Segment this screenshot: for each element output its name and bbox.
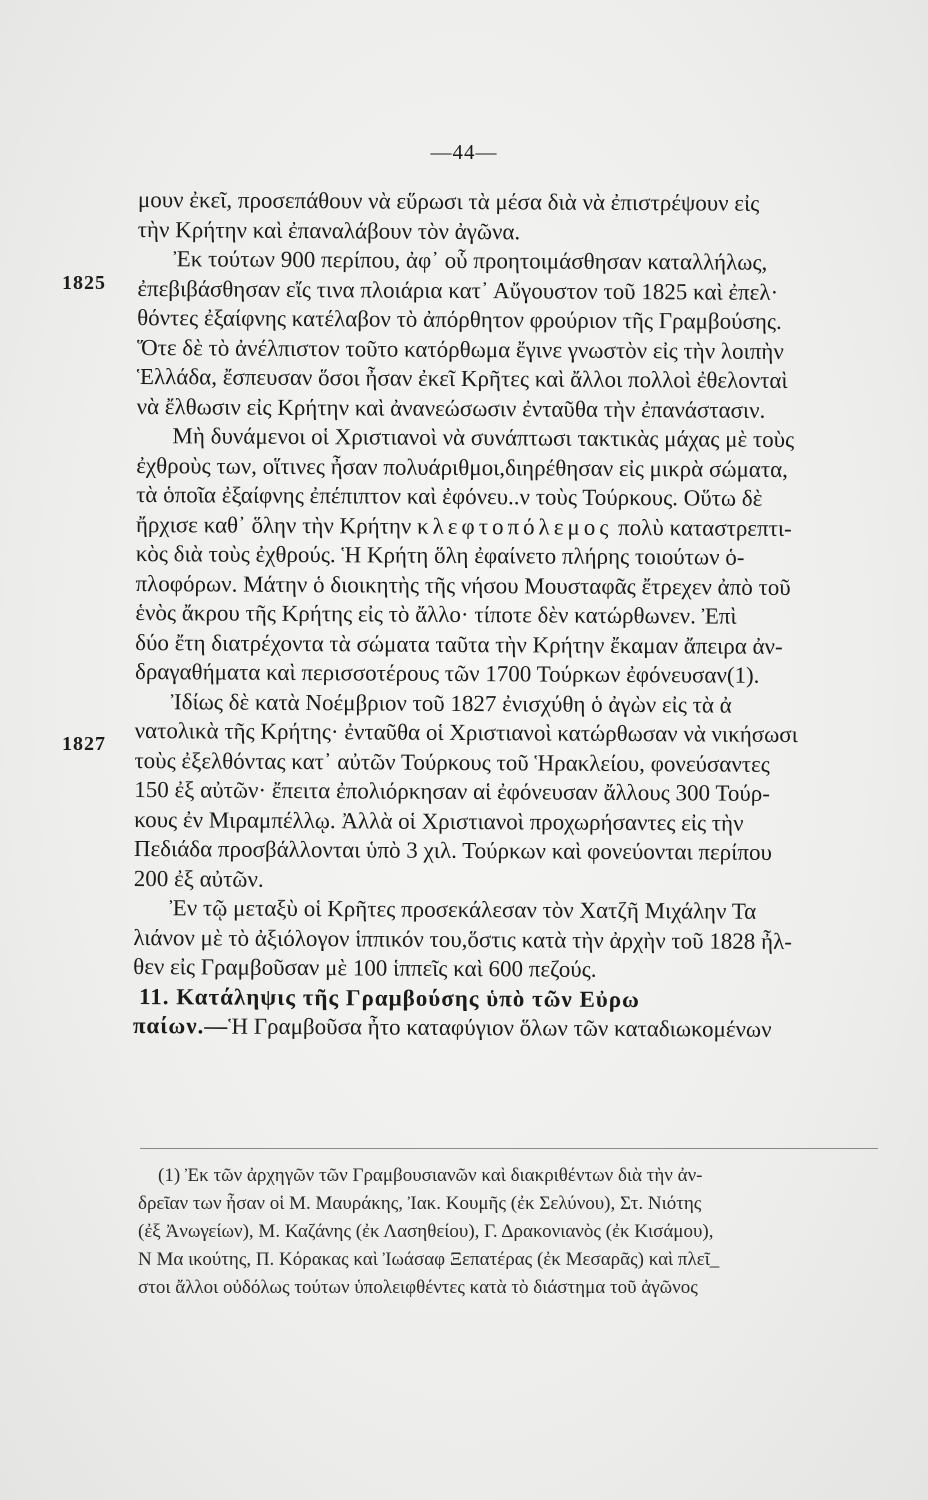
page-number: —44— — [430, 140, 498, 164]
text-line: νατολικὰ τῆς Κρήτης· ἐνταῦθα οἱ Χριστιανοὶ κατώρθωσαν νὰ νικήσωσι — [134, 717, 798, 748]
text-line: τὰ ὁποῖα ἐξαίφνης ἐπέπιπτον καὶ ἐφόνευ..ν τοὺς Τούρκους. Οὕτω δὲ — [136, 481, 763, 511]
text-line: Ἐν τῷ μεταξὺ οἱ Κρῆτες προσεκάλεσαν τὸν Χατζῆ Μιχάλην Τα — [169, 895, 757, 924]
text-line: Ὅτε δὲ τὸ ἀνέλπιστον τοῦτο κατόρθωμα ἔγινε γνωστὸν εἰς τὴν λοιπὴν — [136, 334, 784, 364]
text-line: δραγαθήματα καὶ περισσοτέρους τῶν 1700 Τούρκων ἐφόνευσαν(1). — [134, 658, 760, 688]
section-heading: 11. Κατάληψις τῆς Γραμβούσης ὑπὸ τῶν Εὐρω — [138, 983, 640, 1012]
text-line: Πεδιάδα προσβάλλονται ὑπὸ 3 χιλ. Τούρκων καὶ φονεύονται περίπου — [133, 835, 772, 865]
text-line: 150 ἐξ αὐτῶν· ἔπειτα ἐπολιόρκησαν αἱ ἐφόνευσαν ἄλλους 300 Τούρ- — [134, 776, 770, 806]
section-text: Ἡ Γραμβοῦσα ἦτο καταφύγιον ὅλων τῶν καταδιωκομένων — [228, 1013, 772, 1042]
footnote-line: Ν Μα ικούτης, Π. Κόρακας καὶ Ἰωάσαφ Ξεπατέρας (ἐκ Μεσαρᾶς) καὶ πλεῖ_ — [138, 1249, 720, 1270]
text-line: κους ἐν Μιραμπέλλῳ. Ἀλλὰ οἱ Χριστιανοὶ προχωρήσαντες εἰς τὴν — [134, 806, 744, 836]
section-text-line — [133, 1011, 873, 1045]
footnote-divider — [140, 1148, 878, 1149]
text-line: λιάνον μὲ τὸ ἀξιόλογον ἱππικόν του,ὅστις κατὰ τὴν ἀρχὴν τοῦ 1828 ἦλ- — [133, 924, 793, 954]
footnote-line: (1) Ἐκ τῶν ἀρχηγῶν τῶν Γραμβουσιανῶν καὶ διακριθέντων διὰ τὴν ἀν- — [158, 1165, 703, 1186]
footnote — [138, 1162, 878, 1302]
text-line: τὴν Κρήτην καὶ ἐπαναλάβουν τὸν ἀγῶνα. — [137, 216, 521, 244]
text-line: νὰ ἔλθωσιν εἰς Κρήτην καὶ ἀνανεώσωσιν ἐνταῦθα τὴν ἐπανάστασιν. — [136, 393, 766, 423]
text-line: 200 ἐξ αὐτῶν. — [133, 865, 264, 892]
text-line: τοὺς ἐξελθόντας κατ᾽ αὐτῶν Τούρκους τοῦ Ἡρακλείου, φονεύσαντες — [134, 747, 770, 777]
text-line: πλοφόρων. Μάτην ὁ διοικητὴς τῆς νήσου Μουσταφᾶς ἔτρεχεν ἀπὸ τοῦ — [135, 570, 791, 600]
text-line: θεν εἰς Γραμβοῦσαν μὲ 100 ἱππεῖς καὶ 600 πεζούς. — [133, 953, 597, 982]
text-line: ἐπεβιβάσθησαν εἴς τινα πλοιάρια κατ᾽ Αὔγουστον τοῦ 1825 καὶ ἐπελ· — [137, 275, 779, 305]
footnote-line: δρεῖαν των ἦσαν οἱ Μ. Μαυράκης, Ἰακ. Κουμῆς (ἐκ Σελύνου), Στ. Νιότης — [138, 1193, 702, 1214]
spaced-word: κλεφτοπόλεμος — [417, 513, 613, 540]
text-line: ἐχθροὺς των, οἵτινες ἦσαν πολυάριθμοι,διηρέθησαν εἰς μικρὰ σώματα, — [136, 452, 789, 482]
text-line: δύο ἔτη διατρέχοντα τὰ σώματα ταῦτα τὴν Κρήτην ἔκαμαν ἄπειρα ἀν- — [135, 629, 783, 659]
text-line: ἤρχισε καθ᾽ ὅλην τὴν Κρήτην κλεφτοπόλεμος πολὺ καταστρεπτι- — [135, 511, 792, 541]
text-line: Μὴ δυνάμενοι οἱ Χριστιανοὶ νὰ συνάπτωσι τακτικὰς μάχας μὲ τοὺς — [172, 423, 795, 453]
footnote-line: στοι ἄλλοι οὐδόλως τούτων ὑπολειφθέντες κατὰ τὸ διάστημα τοῦ ἀγῶνος — [138, 1277, 698, 1298]
footnote-line: (ἐξ Ἀνωγείων), Μ. Καζάνης (ἐκ Λασηθείου), Γ. Δρακονιανὸς (ἐκ Κισάμου), — [138, 1221, 714, 1242]
text-line: κὸς διὰ τοὺς ἐχθρούς. Ἡ Κρήτη ὅλη ἐφαίνετο πλήρης τοιούτων ὁ- — [135, 540, 745, 570]
margin-year-1825: 1825 — [62, 272, 106, 294]
margin-year-1827: 1827 — [62, 733, 106, 755]
text-line: μουν ἐκεῖ, προσεπάθουν νὰ εὕρωσι τὰ μέσα διὰ νὰ ἐπιστρέψουν εἰς — [137, 186, 760, 216]
text-line: θόντες ἐξαίφνης κατέλαβον τὸ ἀπόρθητον φρούριον τῆς Γραμβούσης. — [137, 304, 782, 334]
text-line: Ἑλλάδα, ἔσπευσαν ὅσοι ἦσαν ἐκεῖ Κρῆτες καὶ ἄλλοι πολλοὶ ἐθελονταὶ — [136, 363, 788, 393]
text-line: ἑνὸς ἄκρου τῆς Κρήτης εἰς τὸ ἄλλο· τίποτε δὲν κατώρθωνεν. Ἐπὶ — [135, 599, 737, 629]
text-line: Ἰδίως δὲ κατὰ Νοέμβριον τοῦ 1827 ἐνισχύθη ὁ ἀγὼν εἰς τὰ ἀ — [170, 688, 732, 718]
text-line: Ἐκ τούτων 900 περίπου, ἀφ᾽ οὗ προητοιμάσθησαν καταλλήλως, — [173, 246, 768, 275]
section-heading-cont: παίων.— — [132, 1012, 229, 1039]
section-heading-line — [133, 981, 873, 1015]
main-text — [133, 185, 878, 1045]
